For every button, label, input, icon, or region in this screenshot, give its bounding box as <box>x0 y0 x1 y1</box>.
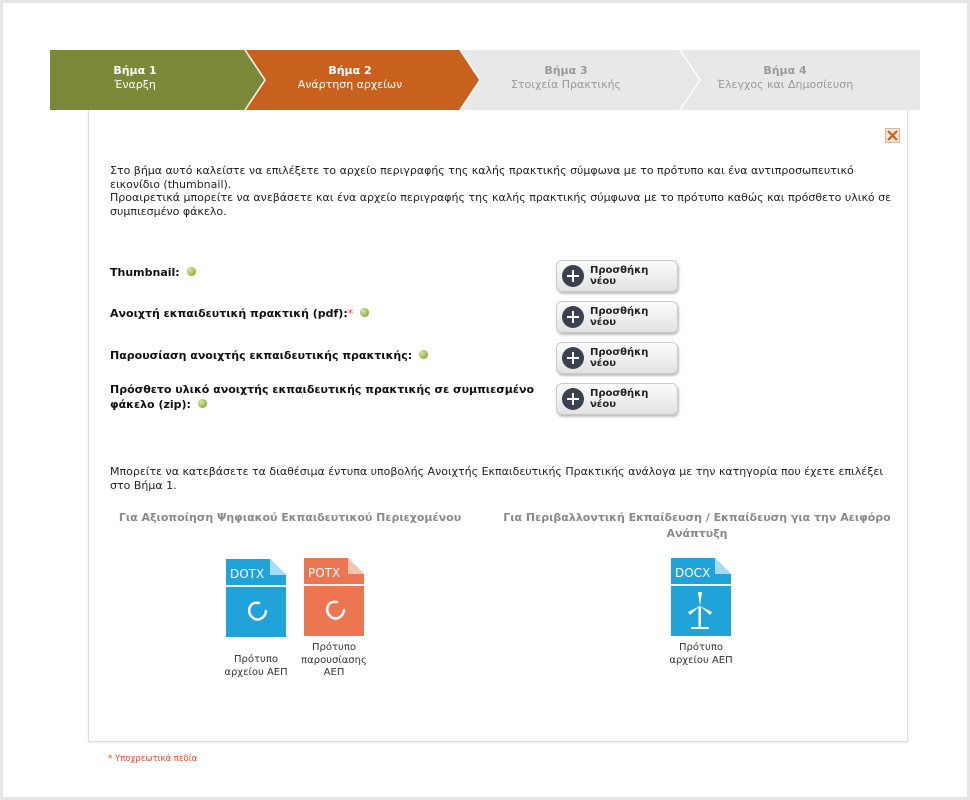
add-presentation-button[interactable] <box>556 342 678 374</box>
docx-file-icon[interactable] <box>671 558 731 636</box>
step-1[interactable] <box>35 64 235 92</box>
field-label-text: Ανοιχτή εκπαιδευτική πρακτική (pdf): <box>110 307 348 320</box>
add-thumbnail-button[interactable] <box>556 260 678 292</box>
info-icon[interactable] <box>360 308 369 317</box>
step-3-number: Βήμα 3 <box>544 64 588 77</box>
category-title-digital: Για Αξιοποίηση Ψηφιακού Εκπαιδευτικού Περιεχομένου <box>118 511 462 524</box>
step-2-number: Βήμα 2 <box>328 64 372 77</box>
step-3-label: Στοιχεία Πρακτικής <box>510 78 622 91</box>
field-label-thumbnail <box>110 265 196 280</box>
add-pdf-button[interactable] <box>556 301 678 333</box>
step-1-label: Έναρξη <box>114 78 156 91</box>
required-fields-note: * Υποχρεωτικά πεδία <box>108 754 198 764</box>
required-marker: * <box>347 307 354 320</box>
download-info-text: Μπορείτε να κατεβάσετε τα διαθέσιμα έντυπα υποβολής Ανοιχτής Εκπαιδευτικής Πρακτικής ανάλογα με την κατηγορία που έχετε επιλέξει στο Βήμα 1. <box>110 465 884 492</box>
plus-circle-icon <box>562 347 584 369</box>
step-2[interactable] <box>250 64 450 92</box>
intro-line-2: Προαιρετικά μπορείτε να ανεβάσετε και ένα αρχείο περιγραφής της καλής πρακτικής σύμφωνα με το πρότυπο καθώς και πρόσθετο υλικό σε συμπιεσμένο φάκελο. <box>110 191 892 218</box>
step-4-label: Έλεγχος και Δημοσίευση <box>716 78 854 91</box>
plus-circle-icon <box>562 265 584 287</box>
field-label-presentation <box>110 348 428 363</box>
step-4 <box>685 64 885 92</box>
add-button-label: Προσθήκη νέου <box>590 347 649 369</box>
step-3 <box>466 64 666 92</box>
field-label-text: Παρουσίαση ανοιχτής εκπαιδευτικής πρακτικής: <box>110 349 413 362</box>
add-zip-button[interactable] <box>556 383 678 415</box>
add-button-label: Προσθήκη νέου <box>590 306 649 328</box>
field-label-text: Thumbnail: <box>110 266 180 279</box>
add-button-label: Προσθήκη νέου <box>590 388 649 410</box>
potx-file-icon[interactable] <box>304 558 364 636</box>
dotx-file-icon[interactable] <box>226 559 286 637</box>
close-x-icon <box>887 130 898 141</box>
dotx-caption: Πρότυπο αρχείου ΑΕΠ <box>224 654 288 678</box>
file-extension-label: DOTX <box>230 567 265 581</box>
intro-text <box>110 164 900 218</box>
plus-circle-icon <box>562 306 584 328</box>
potx-caption: Πρότυπο παρουσίασης ΑΕΠ <box>301 642 367 678</box>
step-4-number: Βήμα 4 <box>763 64 807 77</box>
file-extension-label: POTX <box>308 566 341 580</box>
category-title-environmental: Για Περιβαλλοντική Εκπαίδευση / Εκπαίδευση για την Αειφόρο Ανάπτυξη <box>503 511 891 540</box>
field-label-text: Πρόσθετο υλικό ανοιχτής εκπαιδευτικής πρακτικής σε συμπιεσμένο φάκελο (zip): <box>110 383 535 411</box>
file-extension-label: DOCX <box>675 566 711 580</box>
field-label-zip <box>110 382 540 412</box>
wizard-steps <box>50 50 920 110</box>
step-2-label: Ανάρτηση αρχείων <box>297 78 403 91</box>
info-icon[interactable] <box>198 399 207 408</box>
intro-line-1: Στο βήμα αυτό καλείστε να επιλέξετε το αρχείο περιγραφής της καλής πρακτικής σύμφωνα με το πρότυπο και ένα αντιπροσωπευτικό εικονίδιο (thumbnail). <box>110 164 854 191</box>
plus-circle-icon <box>562 388 584 410</box>
close-button[interactable] <box>885 128 900 143</box>
field-label-pdf <box>110 306 369 321</box>
step-1-number: Βήμα 1 <box>113 64 157 77</box>
info-icon[interactable] <box>187 267 196 276</box>
docx-caption: Πρότυπο αρχείου ΑΕΠ <box>669 642 733 666</box>
info-icon[interactable] <box>419 350 428 359</box>
add-button-label: Προσθήκη νέου <box>590 265 649 287</box>
